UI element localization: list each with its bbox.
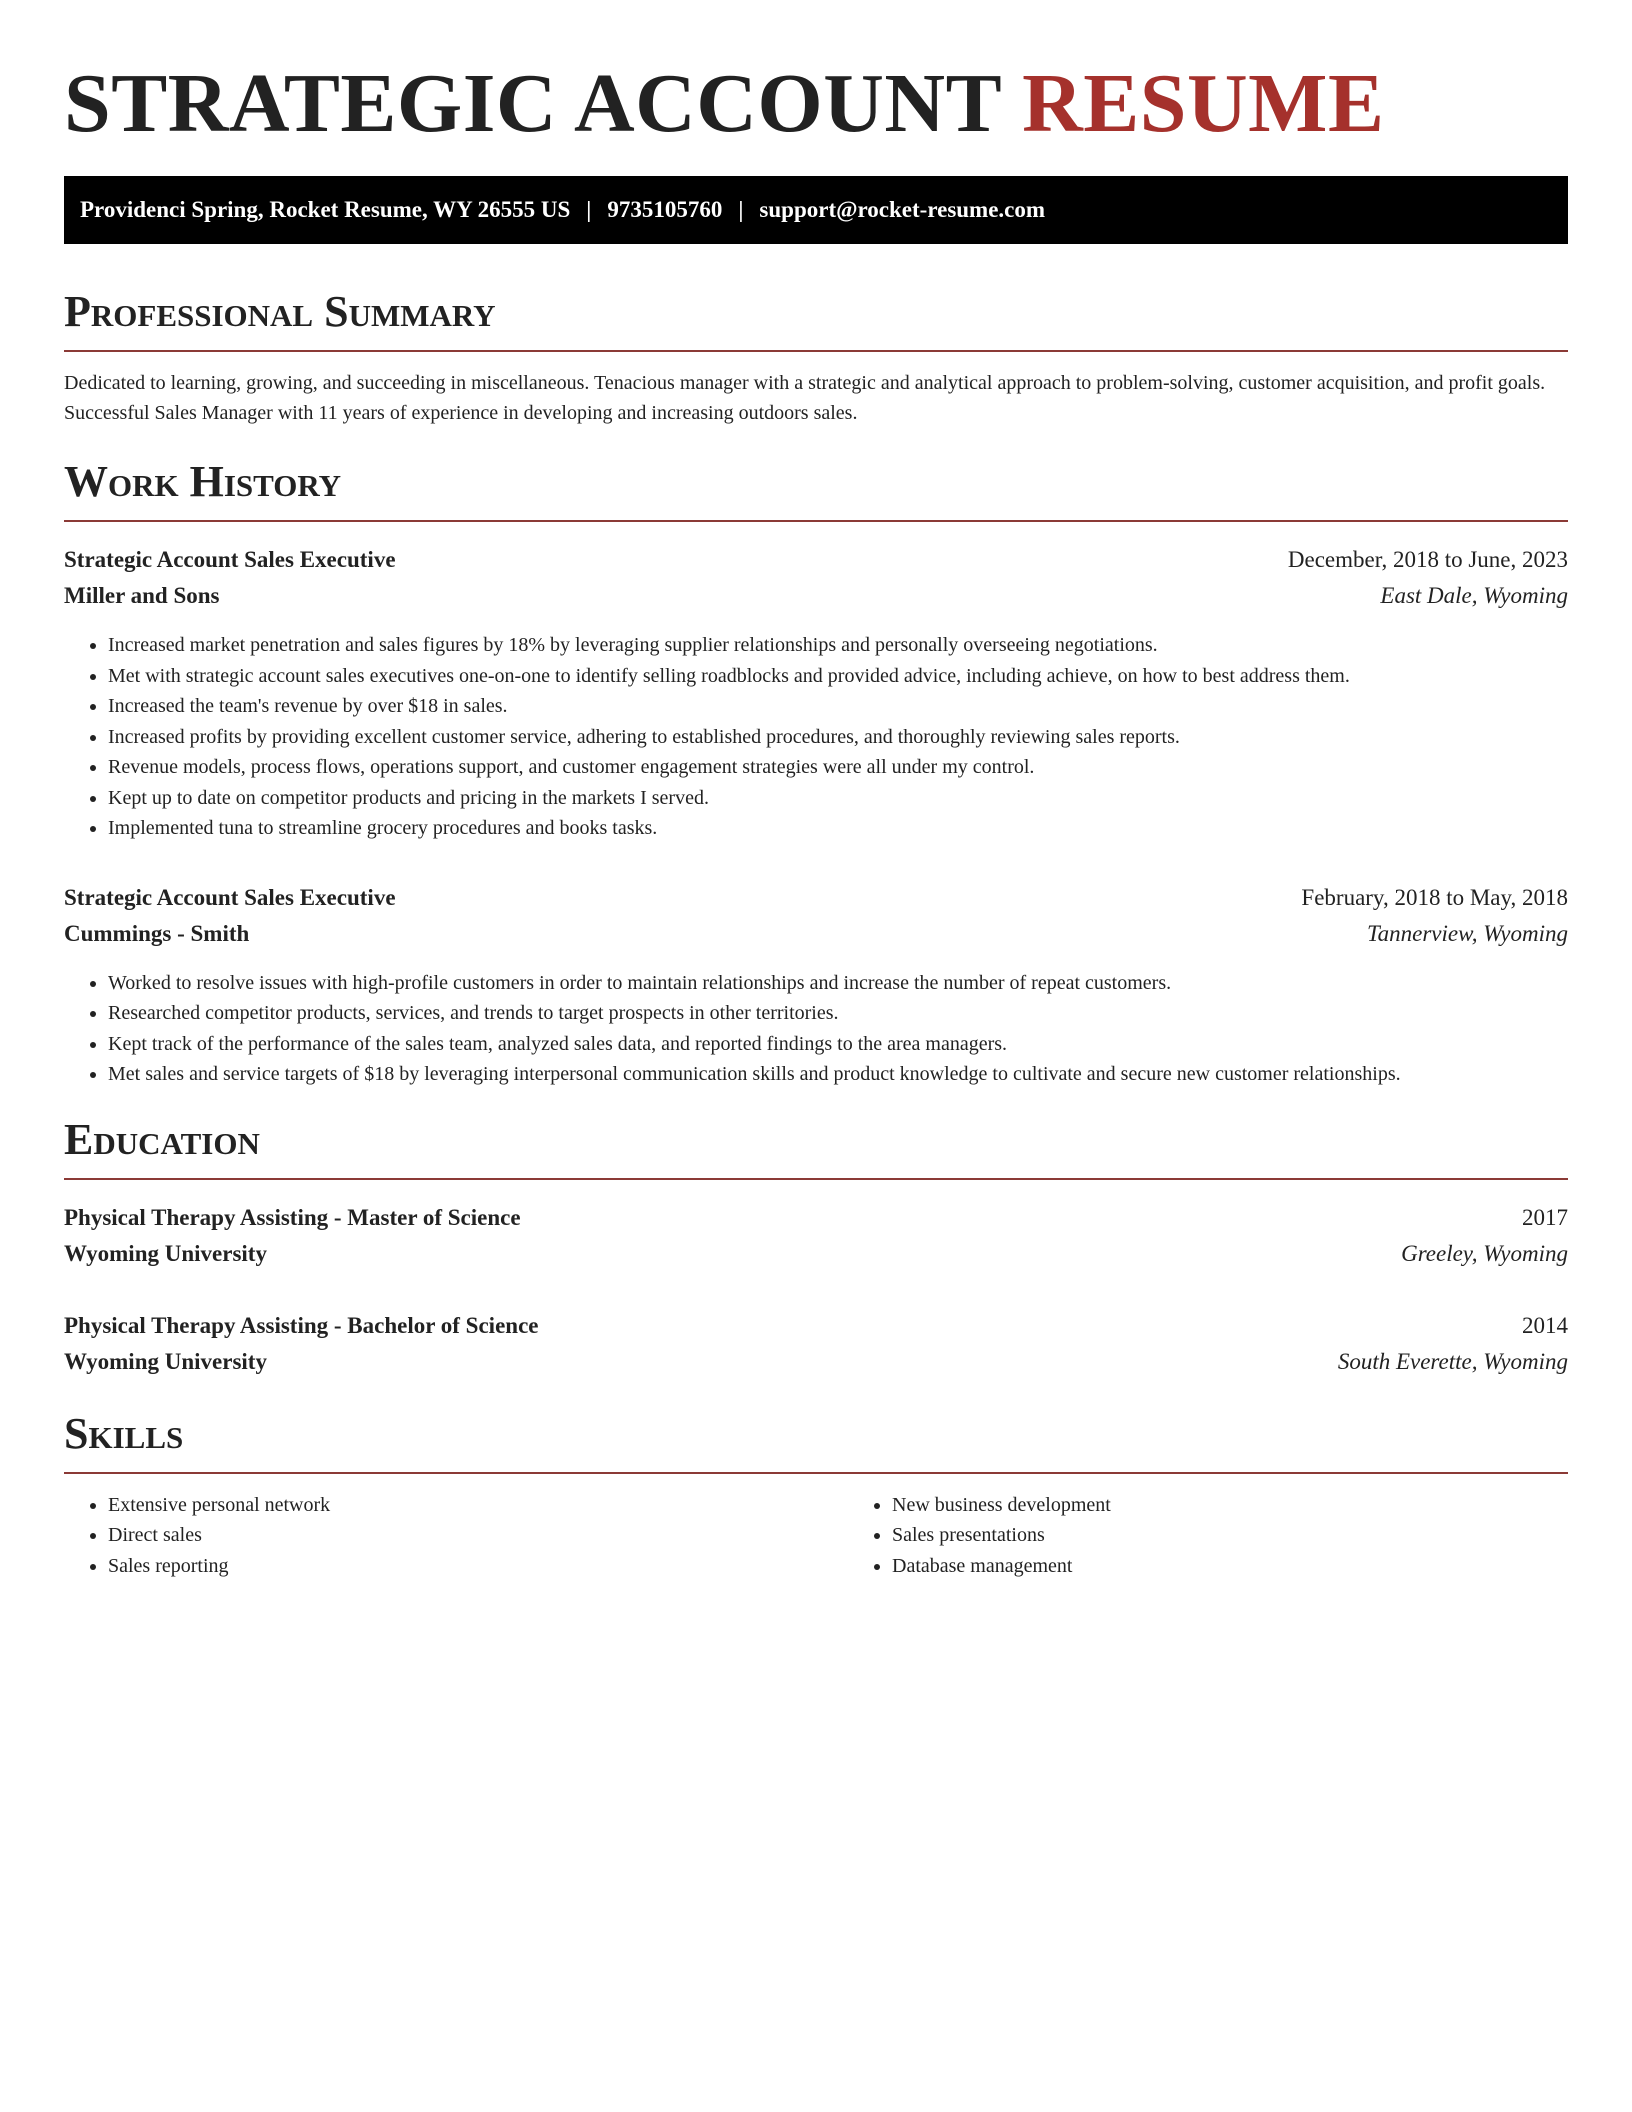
summary-heading: Professional Summary [64,288,1568,352]
job-title: Strategic Account Sales Executive [64,884,396,910]
contact-email: support@rocket-resume.com [759,197,1046,222]
job-location: Tannerview, Wyoming [1366,920,1568,946]
skill-item: • Extensive personal network [108,1490,848,1521]
skill-item: • Sales reporting [108,1551,848,1582]
education-school: Wyoming University [64,1240,267,1266]
job-company: Cummings - Smith [64,920,250,946]
job-bullet: • Implemented tuna to streamline grocery procedures and books tasks. [108,813,1568,844]
education-degree-row [64,1308,1568,1344]
education-school: Wyoming University [64,1348,267,1374]
job-company: Miller and Sons [64,583,220,608]
job-title-row [64,542,1568,578]
summary-text: Dedicated to learning, growing, and succeeding in miscellaneous. Tenacious manager with a strategic and analytical approach to problem-solving, customer acquisition, and profit goals. Successful Sales Manager with 11 years of experience in developing and increasing outdoors sales. [64,372,1546,424]
job-title: Strategic Account Sales Executive [64,547,396,572]
job-title-row [64,880,1568,916]
resume-title-main: STRATEGIC ACCOUNT [64,57,1001,150]
skill-item: • Direct sales [108,1520,848,1551]
job-bullet: • Revenue models, process flows, operations support, and customer engagement strategies were all under my control. [108,752,1568,783]
education-school-row [64,1236,1568,1272]
job-company-row [64,578,1568,614]
work-history-heading: Work History [64,458,1568,522]
job-bullet: • Met with strategic account sales executives one-on-one to identify selling roadblocks and provided advice, including achieve, on how to best address them. [108,661,1568,692]
education-year: 2014 [1522,1312,1568,1338]
job-dates: December, 2018 to June, 2023 [1287,547,1568,572]
education-section [64,1116,1568,1380]
education-heading: Education [64,1116,1568,1180]
job-bullet: • Worked to resolve issues with high-profile customers in order to maintain relationships and increase the number of repeat customers. [108,968,1568,999]
skill-item: • Database management [892,1551,1632,1582]
contact-phone: 9735105760 [607,197,723,222]
education-location: Greeley, Wyoming [1401,1240,1568,1266]
job-bullet: • Met sales and service targets of $18 by leveraging interpersonal communication skills and product knowledge to cultivate and secure new customer relationships. [108,1059,1568,1090]
skills-heading: Skills [64,1410,1568,1474]
contact-separator: | [586,197,592,222]
education-degree: Physical Therapy Assisting - Master of Science [64,1204,521,1230]
job-company-row [64,916,1568,952]
job-location: East Dale, Wyoming [1380,583,1568,608]
job-entry [64,542,1568,844]
contact-bar [64,176,1568,244]
job-bullets [64,968,1568,1090]
job-entry [64,880,1568,1090]
job-dates: February, 2018 to May, 2018 [1301,884,1568,910]
education-year: 2017 [1522,1204,1568,1230]
education-school-row [64,1344,1568,1380]
contact-address: Providenci Spring, Rocket Resume, WY 26555 US [80,197,571,222]
job-bullet: • Increased market penetration and sales figures by 18% by leveraging supplier relationships and personally overseeing negotiations. [108,630,1568,661]
resume-title-accent: RESUME [1022,57,1385,150]
resume-title [64,56,1568,152]
skills-list-left [64,1490,848,1582]
skills-section [64,1410,1568,1582]
skill-item: • New business development [892,1490,1632,1521]
job-bullet: • Researched competitor products, services, and trends to target prospects in other territories. [108,998,1568,1029]
work-history-section [64,458,1568,1090]
skills-grid [64,1490,1568,1582]
education-entry [64,1200,1568,1272]
education-degree: Physical Therapy Assisting - Bachelor of Science [64,1312,539,1338]
job-bullet: • Kept up to date on competitor products and pricing in the markets I served. [108,783,1568,814]
job-bullets [64,630,1568,844]
education-degree-row [64,1200,1568,1236]
contact-separator: | [738,197,744,222]
job-bullet: • Increased profits by providing excellent customer service, adhering to established procedures, and thoroughly reviewing sales reports. [108,722,1568,753]
skill-item: • Sales presentations [892,1520,1632,1551]
skills-list-right [848,1490,1632,1582]
job-bullet: • Increased the team's revenue by over $18 in sales. [108,691,1568,722]
education-entry [64,1308,1568,1380]
education-location: South Everette, Wyoming [1337,1348,1568,1374]
job-bullet: • Kept track of the performance of the sales team, analyzed sales data, and reported findings to the area managers. [108,1029,1568,1060]
summary-section [64,288,1568,428]
